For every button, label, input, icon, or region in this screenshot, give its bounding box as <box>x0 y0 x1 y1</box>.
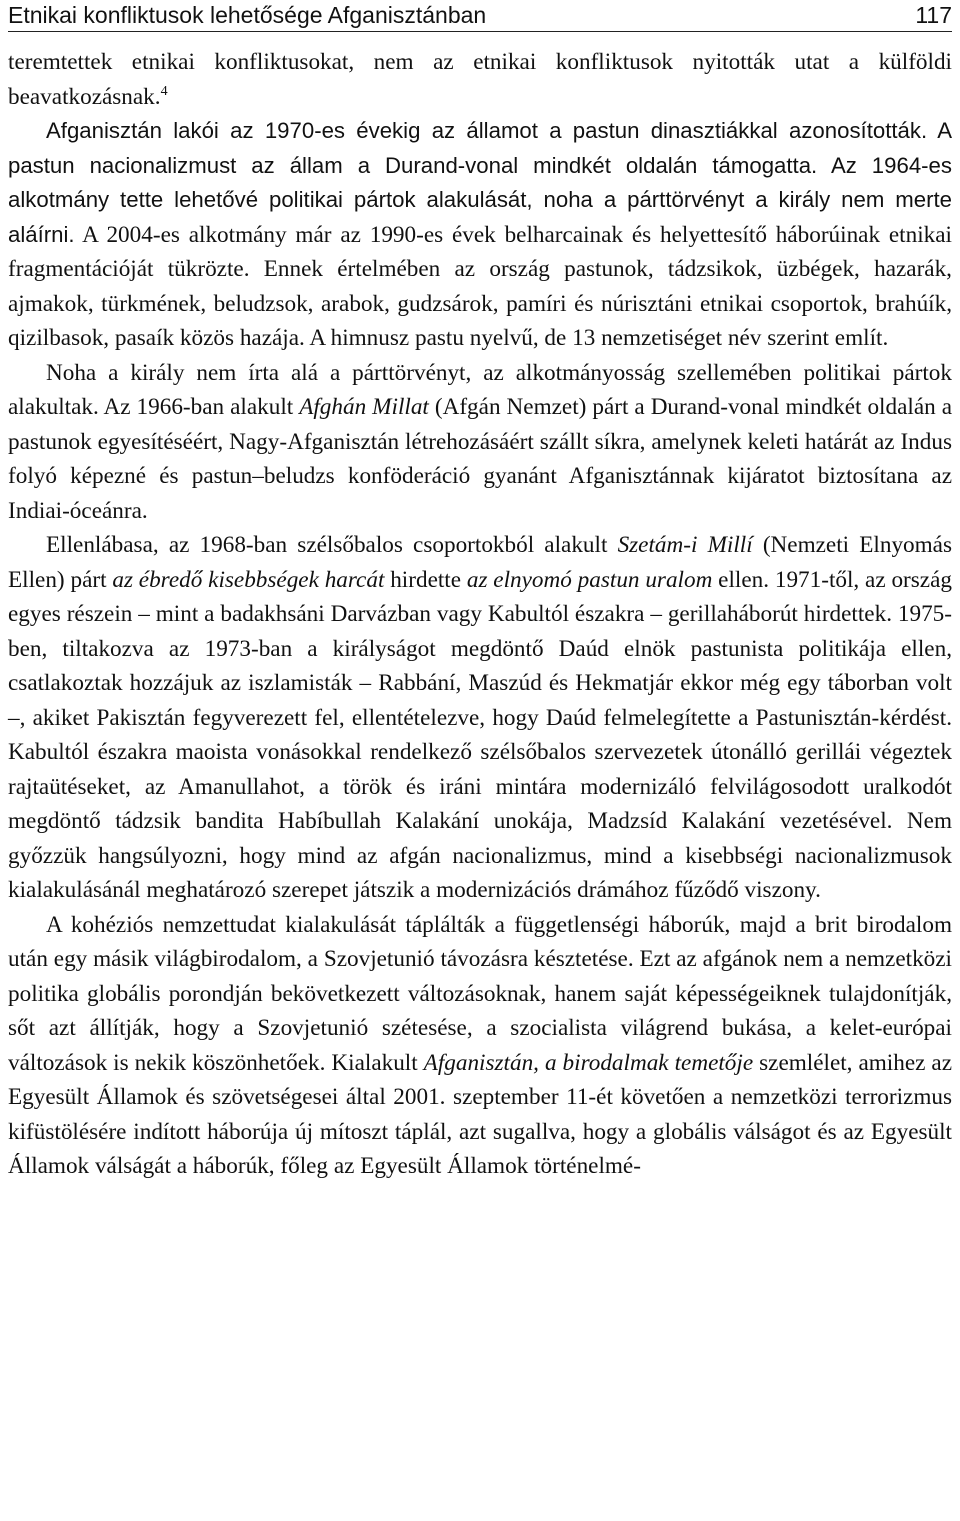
paragraph-4-text-c: hirdette <box>384 566 467 593</box>
page-number: 117 <box>915 2 952 28</box>
paragraph-2 <box>8 114 952 356</box>
paragraph-1 <box>8 45 952 114</box>
paragraph-2-serif-text: A 2004-es alkotmány már az 1990-es évek belharcainak és helyettesítő háborúinak etnikai fragmentációját tükrözte. <box>8 221 952 282</box>
footnote-marker: 4 <box>160 83 168 99</box>
party-name-setam-i-milli: Szetám-i Millí <box>617 532 753 558</box>
italic-phrase-minorities: az ébredő kisebbségek harcát <box>112 566 385 593</box>
paragraph-2-sans-text: Afganisztán lakói az 1970-es évekig az államot a pastun dinasztiákkal azonosították. A pastun nacionalizmust az állam a Durand-vonal mindkét oldalán támogatta. Az 1964-es alkotmány tette lehetővé politikai pártok alakulását, noha a párttörvényt a király nem merte aláírni. <box>8 118 952 247</box>
body-text <box>8 45 952 1184</box>
paragraph-4-text-a: Ellenlábasa, az 1968-ban szélsőbalos csoportokból alakult <box>46 532 618 558</box>
paragraph-5-text-a: A kohéziós nemzettudat kialakulását táplálták a függetlenségi háborúk, majd a brit birodalom után egy másik világbirodalom, a Szovjetunió távozásra késztetése. Ezt az afgánok nem a nemzetközi politika globális porondján bekövetkezett változásoknak, hanem saját képességeiknek tulajdonítják, sőt azt állítják, hogy a Szovjetunió szétesése, a szocialista világrend bukása, a kelet-európai változások is nekik köszönhetőek. Kialakult <box>8 911 952 1076</box>
chapter-title: Etnikai konfliktusok lehetősége Afganisztánban <box>8 2 487 28</box>
header-rule <box>8 31 952 32</box>
paragraph-5 <box>8 908 952 1184</box>
italic-phrase-graveyard-of-empires: Afganisztán, a birodalmak temetője <box>423 1049 754 1076</box>
paragraph-4-text-b: (Nemzeti Elnyomás Ellen) párt <box>8 532 952 593</box>
paragraph-3 <box>8 356 952 529</box>
paragraph-1-text: teremtettek etnikai konfliktusokat, nem az etnikai konfliktusok nyitották utat a külföldi beavatkozásnak. <box>8 49 952 110</box>
paragraph-3-text-b: (Afgán Nemzet) párt a Durand-vonal mindkét oldalán a pastunok egyesítéséért, Nagy-Afganisztán létrehozásáért szállt síkra, amelynek keleti határát az Indus folyó képezné és pastun–beludzs konföderáció gyanánt Afganisztánnak kijáratot biztosítana az Indiai-óceánra. <box>8 394 952 524</box>
party-name-afghan-millat: Afghán Millat <box>299 394 429 420</box>
paragraph-4-text-d: ellen. 1971-től, az ország egyes részein – mint a badakhsáni Darvázban vagy Kabultól északra – gerillaháborút hirdettek. 1975-ben, tiltakozva az 1973-ban a királyságot megdöntő Daúd elnök pastunista politikája ellen, csatlakoztak hozzájuk az iszlamisták – Rabbání, Maszúd és Hekmatjár ekkor még egy táborban volt –, akiket Pakisztán fegyverezett fel, ellentételezve, hogy Daúd felmelegítette a Pastunisztán-kérdést. Kabultól északra maoista vonásokkal rendelkező szélsőbalos szervezetek útonálló gerillái végeztek rajtaütéseket, az Amanullahot, a török és iráni mintára modernizáló felvilágosodott uralkodót megdöntő tádzsik bandita Habíbullah Kalakání unokája, Madzsíd Kalakání vezetésével. Nem győzzük hangsúlyozni, hogy mind az afgán nacionalizmus, mind a kisebbségi nacionalizmusok kialakulásánál meghatározó szerepet játszik a modernizációs drámához fűződő viszony. <box>8 566 952 903</box>
paragraph-2-rest-text: Ennek értelmében az ország pastunok, tádzsikok, üzbégek, hazarák, ajmakok, türkmének, beludzsok, arabok, gudzsárok, pamíri és núrisztáni etnikai csoportok, brahúík, qizilbasok, pasaík közös hazája. A himnusz pastu nyelvű, de 13 nemzetiséget név szerint említ. <box>8 256 952 351</box>
paragraph-5-text-b: szemlélet, amihez az Egyesült Államok és szövetségesei által 2001. szeptember 11-ét követően a nemzetközi terrorizmus kifüstölésére indított háborúja új mítoszt táplál, azt sugallva, hogy a globális válságot és az Egyesült Államok válságát a háborúk, főleg az Egyesült Államok történelmé- <box>8 1049 952 1179</box>
italic-phrase-pashtun-rule: az elnyomó pastun uralom <box>466 566 713 593</box>
paragraph-3-text-a: Noha a király nem írta alá a párttörvényt, az alkotmányosság szellemében politikai pártok alakultak. Az 1966-ban alakult <box>8 359 952 420</box>
paragraph-4 <box>8 528 952 908</box>
running-header <box>8 0 952 30</box>
